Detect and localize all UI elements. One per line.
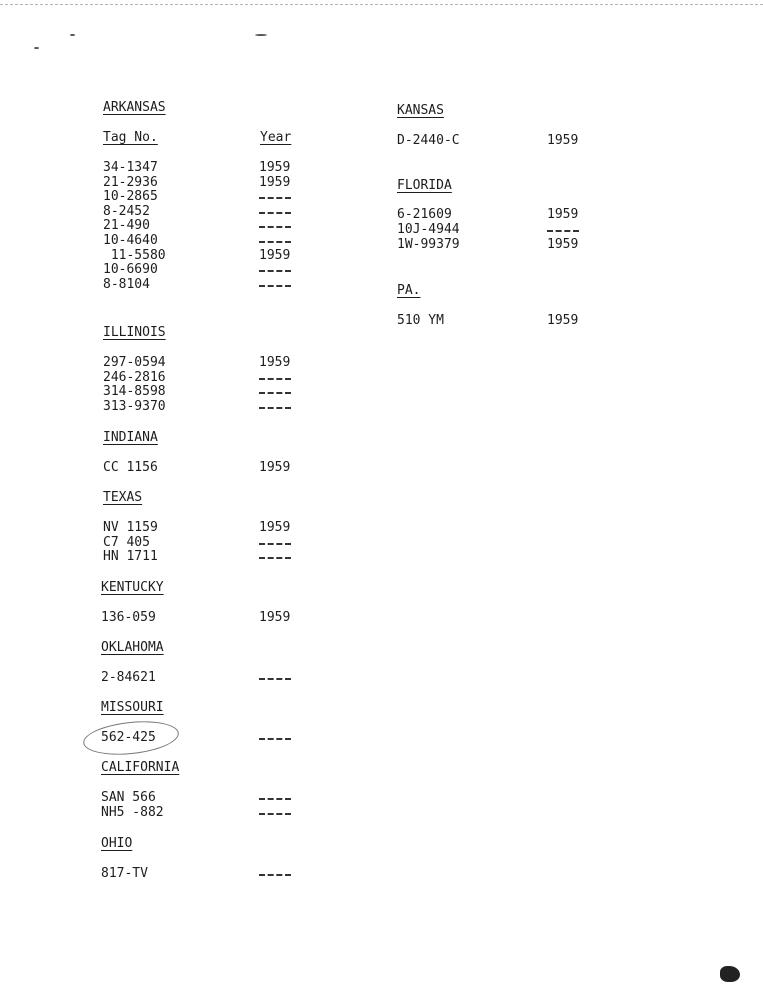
speck-mark (70, 34, 75, 36)
speck-mark (34, 47, 39, 49)
tag-number: 21-2936 (103, 174, 158, 190)
year-blank-dashes (259, 874, 291, 876)
year-blank-dashes (259, 407, 291, 409)
year-blank-dashes (259, 212, 291, 214)
year-blank-dashes (259, 543, 291, 545)
year-blank-dashes (259, 392, 291, 394)
speck-mark (255, 34, 267, 36)
state-heading: KENTUCKY (101, 580, 164, 595)
year-blank-dashes (259, 813, 291, 815)
tag-number: NH5 -882 (101, 804, 164, 820)
year-value: 1959 (259, 460, 291, 475)
year-blank-dashes (259, 226, 291, 228)
tag-number: 10-4640 (103, 233, 158, 248)
tag-number: 313-9370 (103, 398, 166, 414)
year-blank-dashes (259, 738, 291, 740)
year-value: 1959 (259, 160, 291, 175)
tag-number: 562-425 (101, 730, 156, 745)
year-value: 1959 (547, 133, 579, 148)
circle-annotation (82, 717, 181, 759)
state-heading: OKLAHOMA (101, 640, 164, 655)
state-heading: ILLINOIS (103, 325, 166, 340)
year-blank-dashes (259, 197, 291, 199)
tag-number: HN 1711 (103, 549, 158, 565)
state-heading: TEXAS (103, 490, 143, 505)
tag-number: 2-84621 (101, 670, 156, 685)
tag-number: 510 YM (397, 313, 444, 328)
year-blank-dashes (259, 285, 291, 287)
tag-number: C7 405 (103, 534, 150, 550)
state-heading: FLORIDA (397, 178, 452, 193)
year-blank-dashes (547, 230, 579, 232)
tag-number: 1W-99379 (397, 237, 460, 252)
year-column-header: Year (260, 130, 292, 145)
tag-number: 34-1347 (103, 160, 158, 175)
state-heading: PA. (397, 283, 421, 298)
year-value: 1959 (259, 247, 291, 263)
year-blank-dashes (259, 798, 291, 800)
ink-blot (720, 966, 740, 982)
year-value: 1959 (259, 174, 291, 190)
year-value: 1959 (259, 520, 291, 535)
year-blank-dashes (259, 378, 291, 380)
year-blank-dashes (259, 678, 291, 680)
tag-number: SAN 566 (101, 790, 156, 805)
year-value: 1959 (259, 610, 291, 625)
tag-number-column-header: Tag No. (103, 130, 158, 145)
tag-number: 314-8598 (103, 384, 166, 400)
tag-number: 817-TV (101, 866, 148, 881)
tag-number: 8-8104 (103, 276, 150, 292)
tag-number: NV 1159 (103, 520, 158, 535)
state-heading: OHIO (101, 836, 133, 851)
state-heading: CALIFORNIA (101, 760, 180, 775)
year-blank-dashes (259, 557, 291, 559)
tag-number: D-2440-C (397, 133, 460, 148)
tag-number: 136-059 (101, 610, 156, 625)
tag-number: 10-6690 (103, 262, 158, 278)
tag-number: 10J-4944 (397, 222, 460, 237)
year-blank-dashes (259, 241, 291, 243)
tag-number: 8-2452 (103, 203, 150, 219)
state-heading: KANSAS (397, 103, 444, 118)
year-value: 1959 (547, 237, 579, 252)
year-value: 1959 (547, 207, 579, 222)
state-heading: MISSOURI (101, 700, 164, 715)
year-blank-dashes (259, 270, 291, 272)
year-value: 1959 (259, 355, 291, 370)
top-edge-rule (0, 4, 763, 7)
tag-number: 297-0594 (103, 355, 166, 370)
state-heading: INDIANA (103, 430, 158, 445)
tag-number: 6-21609 (397, 207, 452, 222)
tag-number: 21-490 (103, 218, 150, 234)
tag-number: 246-2816 (103, 369, 166, 385)
tag-number: 10-2865 (103, 189, 158, 205)
state-heading: ARKANSAS (103, 100, 166, 115)
year-value: 1959 (547, 313, 579, 328)
tag-number: CC 1156 (103, 460, 158, 475)
tag-number: 11-5580 (103, 247, 166, 263)
